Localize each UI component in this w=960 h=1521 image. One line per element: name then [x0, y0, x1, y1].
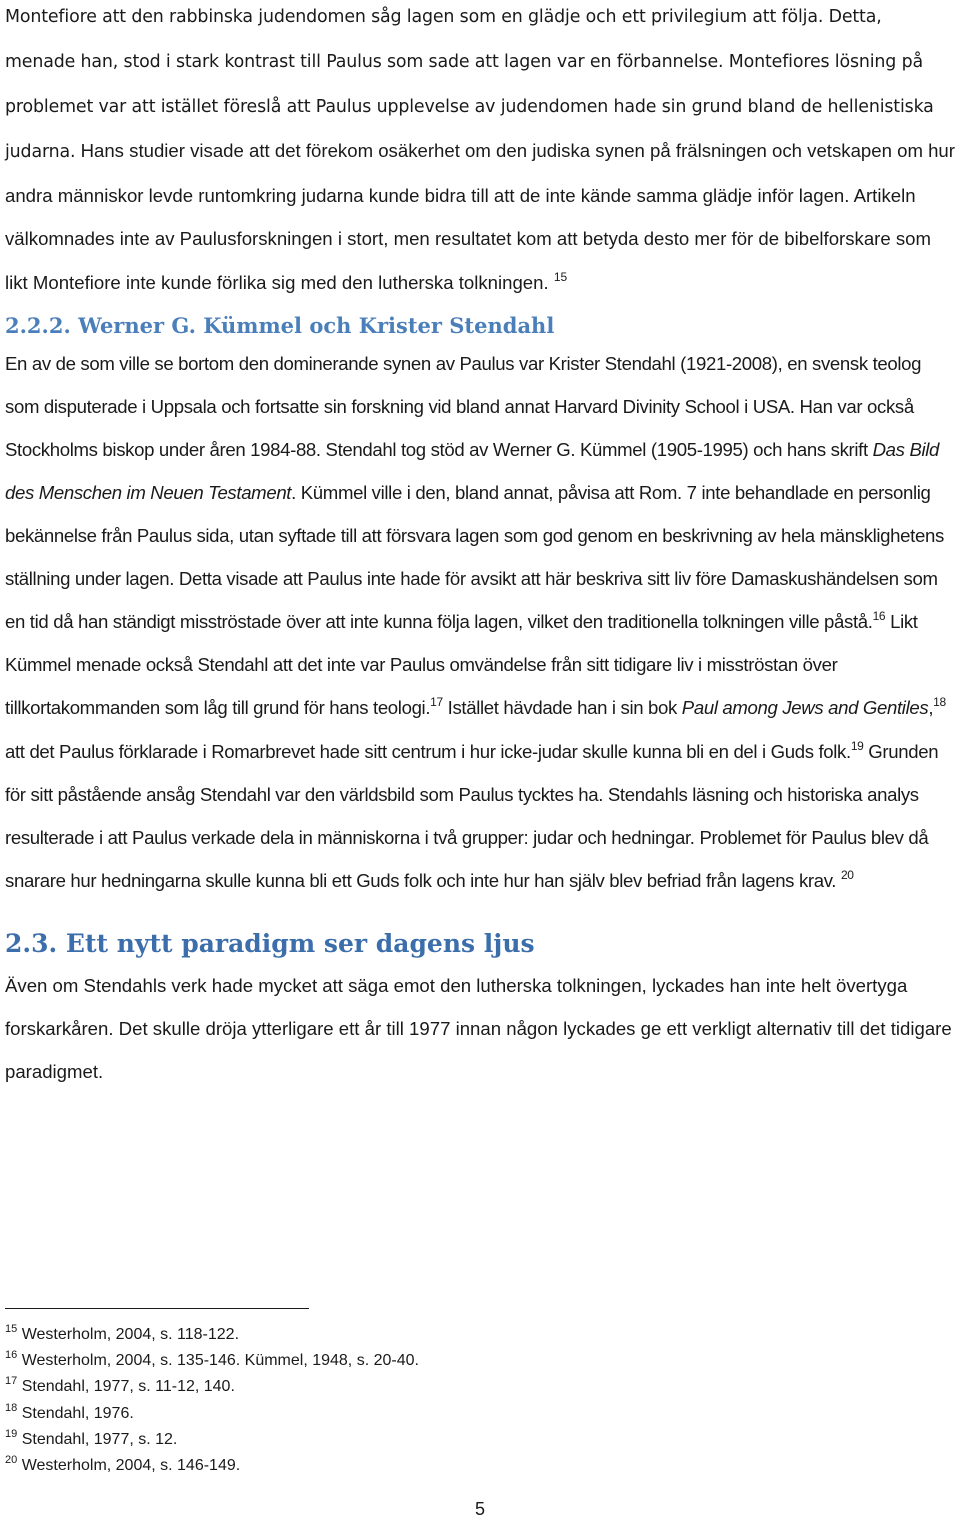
footnote-ref-15[interactable]: 15 — [553, 269, 568, 284]
paragraph-paradigm: Även om Stendahls verk hade mycket att säga emot den lutherska tolkningen, lyckades han inte helt övertyga forskarkåren. Det skulle dröja ytterligare ett år till 1977 innan någon lyckades ge ett verkligt alternativ till det tidigare paradigmet. — [5, 974, 952, 1083]
paragraph-stendahl-text-2: . Kümmel ville i den, bland annat, påvisa att Rom. 7 inte behandlade en personlig bekännelse från Paulus sida, utan syftade till att försvara lagen som god genom en beskrivning av hela mänsklighetens ställning under lagen. Detta visade att Paulus inte hade för avsikt att här beskriva sitt liv före Damaskushändelsen som en tid då han ständigt misströstade över att inte kunna följa lagen, vilket den traditionella tolkningen ville påstå. — [5, 481, 944, 633]
footnote-ref-16[interactable]: 16 — [872, 609, 886, 624]
footnote-ref-19[interactable]: 19 — [850, 738, 864, 753]
paragraph-stendahl-text-7: Grunden för sitt påstående ansåg Stendahl var den världsbild som Paulus tycktes ha. Stendahls läsning och historiska analys resulterade i att Paulus verkade dela in människorna i två grupper: judar och hedningar. Problemet för Paulus blev då snarare hur hedningarna skulle kunna bli ett Guds folk och inte hur han själv blev befriad från lagens krav. — [5, 740, 939, 891]
footnote-text: Westerholm, 2004, s. 118-122. — [21, 1326, 240, 1343]
paragraph-montefiore-part2: Hans studier visade att det förekom osäkerhet om den judiska synen på frälsningen och vetskapen om hur andra människor levde runtomkring judarna kunde bidra till att de inte kände samma glädje inför lagen. Artikeln välkomnades inte av Paulusforskningen i stort, men resultatet kom att betyda desto mer för de bibelforskare som likt Montefiore inte kunde förlika sig med den lutherska tolkningen. — [5, 140, 955, 293]
paragraph-stendahl-text-6: att det Paulus förklarade i Romarbrevet hade sitt centrum i hur icke-judar skulle kunna bli en del i Guds folk. — [5, 740, 851, 762]
footnote-text: Stendahl, 1976. — [21, 1404, 134, 1422]
paragraph-montefiore — [5, 0, 955, 304]
footnote-19 — [5, 1427, 905, 1453]
footnote-ref-18[interactable]: 18 — [933, 695, 946, 710]
footnote-15 — [5, 1322, 905, 1348]
footnote-number: 16 — [5, 1349, 18, 1362]
footnote-number: 20 — [5, 1454, 18, 1467]
paragraph-stendahl — [5, 342, 955, 902]
paragraph-stendahl-text-3: Likt Kümmel menade också Stendahl att det inte var Paulus omvändelse från sitt tidigare liv i misströstan över tillkortakommanden som låg till grund för hans teologi. — [5, 611, 918, 719]
footnote-16 — [5, 1348, 905, 1374]
footnote-17 — [5, 1374, 905, 1400]
book-title-paul-among: Paul among Jews and Gentiles — [681, 697, 929, 719]
footnote-number: 19 — [5, 1427, 18, 1440]
footnote-ref-17[interactable]: 17 — [430, 695, 443, 710]
footnote-ref-20[interactable]: 20 — [840, 867, 854, 882]
paragraph-stendahl-comma: , — [928, 697, 934, 719]
footnote-number: 17 — [5, 1375, 18, 1388]
paragraph-stendahl-text-4: Istället hävdade han i sin bok — [442, 697, 682, 719]
footnote-18 — [5, 1401, 905, 1427]
document-page — [5, 0, 955, 1093]
section-heading-2-2-2: 2.2.2. Werner G. Kümmel och Krister Stendahl — [5, 312, 555, 338]
footnotes-section — [5, 1322, 905, 1479]
footnote-separator — [5, 1308, 309, 1309]
footnote-text: Stendahl, 1977, s. 11-12, 140. — [21, 1378, 235, 1396]
footnote-text: Stendahl, 1977, s. 12. — [21, 1430, 178, 1448]
footnote-number: 15 — [5, 1323, 18, 1335]
section-heading-2-3: 2.3. Ett nytt paradigm ser dagens ljus — [5, 928, 535, 958]
footnote-20 — [5, 1453, 905, 1479]
paragraph-stendahl-text-1: En av de som ville se bortom den dominerande synen av Paulus var Krister Stendahl (1921-2008), en svensk teolog som disputerade i Uppsala och fortsatte sin forskning vid bland annat Harvard Divinity School i USA. Han var också Stockholms biskop under åren 1984-88. Stendahl tog stöd av Werner G. Kümmel (1905-1995) och hans skrift — [5, 352, 922, 460]
page-number: 5 — [474, 1499, 485, 1519]
footnote-text: Westerholm, 2004, s. 135-146. Kümmel, 1948, s. 20-40. — [21, 1352, 419, 1370]
book-title-das-bild: Das Bild des Menschen im Neuen Testament — [5, 438, 940, 503]
footnote-text: Westerholm, 2004, s. 146-149. — [21, 1457, 241, 1475]
footnote-number: 18 — [5, 1401, 18, 1414]
paragraph-montefiore-part1: Montefiore att den rabbinska judendomen såg lagen som en glädje och ett privilegium att följa. Detta, menade han, stod i stark kontrast till Paulus som sade att lagen var en förbannelse. Montefiores lösning på problemet var att istället föreslå att Paulus upplevelse av judendomen hade sin grund bland de hellenistiska judarna. — [5, 7, 934, 163]
